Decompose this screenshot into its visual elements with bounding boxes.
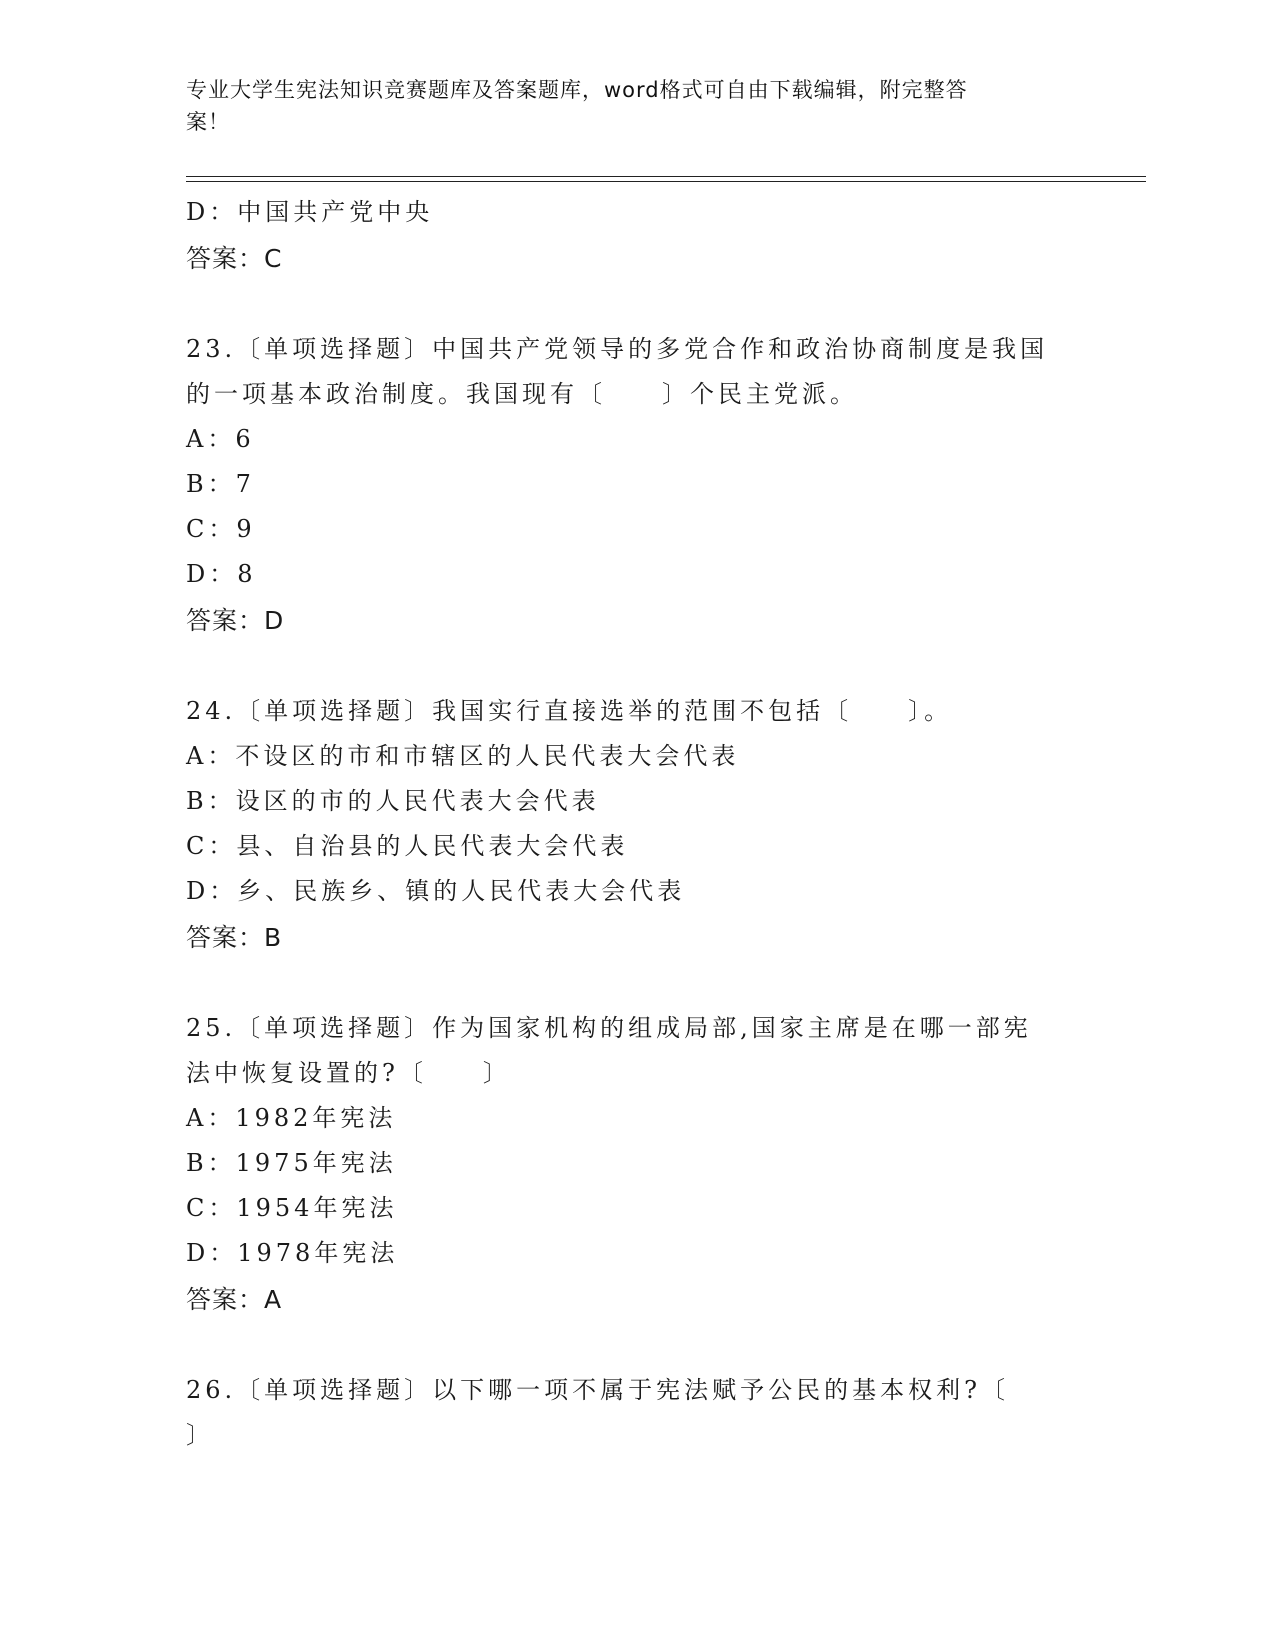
question-stem-line: 法中恢复设置的?〔 〕 [186, 1059, 511, 1087]
option-d: D：8 [186, 560, 257, 588]
option-d: D：1978年宪法 [186, 1239, 399, 1267]
spacer [186, 283, 1066, 327]
option-d: D：乡、民族乡、镇的人民代表大会代表 [186, 877, 686, 905]
question-stem-line: 24.〔单项选择题〕我国实行直接选举的范围不包括〔 〕。 [186, 697, 953, 725]
answer: 答案：A [186, 1285, 283, 1314]
header-line-1: 专业大学生宪法知识竞赛题库及答案题库，word格式可自由下载编辑，附完整答 [186, 78, 968, 102]
option-a: A：1982年宪法 [186, 1104, 397, 1132]
header-line-2: 案！ [186, 110, 230, 134]
header-divider-bottom [186, 181, 1146, 182]
question-stem-line: 的一项基本政治制度。我国现有〔 〕个民主党派。 [186, 380, 858, 408]
question-stem-line: 〕 [186, 1421, 214, 1449]
option-a: A：6 [186, 425, 255, 453]
question-list [186, 190, 1066, 1458]
answer: 答案：B [186, 923, 283, 952]
question-stem-line: 26.〔单项选择题〕以下哪一项不属于宪法赋予公民的基本权利?〔 [186, 1376, 1010, 1404]
spacer [186, 645, 1066, 689]
option-c: C：县、自治县的人民代表大会代表 [186, 832, 629, 860]
option-b: B：1975年宪法 [186, 1149, 397, 1177]
question-stem-line: 25.〔单项选择题〕作为国家机构的组成局部,国家主席是在哪一部宪 [186, 1014, 1032, 1042]
question-26 [186, 1368, 1066, 1458]
header-divider-top [186, 176, 1146, 177]
option-b: B：7 [186, 470, 255, 498]
document-header [186, 74, 1056, 138]
question-23 [186, 327, 1066, 645]
spacer [186, 1324, 1066, 1368]
option-c: C：1954年宪法 [186, 1194, 398, 1222]
option-a: A：不设区的市和市辖区的人民代表大会代表 [186, 742, 740, 770]
question-25 [186, 1006, 1066, 1324]
spacer [186, 962, 1066, 1006]
question-stem-line: 23.〔单项选择题〕中国共产党领导的多党合作和政治协商制度是我国 [186, 335, 1049, 363]
option-c: C：9 [186, 515, 256, 543]
question-24 [186, 689, 1066, 962]
answer: 答案：C [186, 244, 283, 273]
answer: 答案：D [186, 606, 285, 635]
option-b: B：设区的市的人民代表大会代表 [186, 787, 600, 815]
option-d: D：中国共产党中央 [186, 198, 434, 226]
